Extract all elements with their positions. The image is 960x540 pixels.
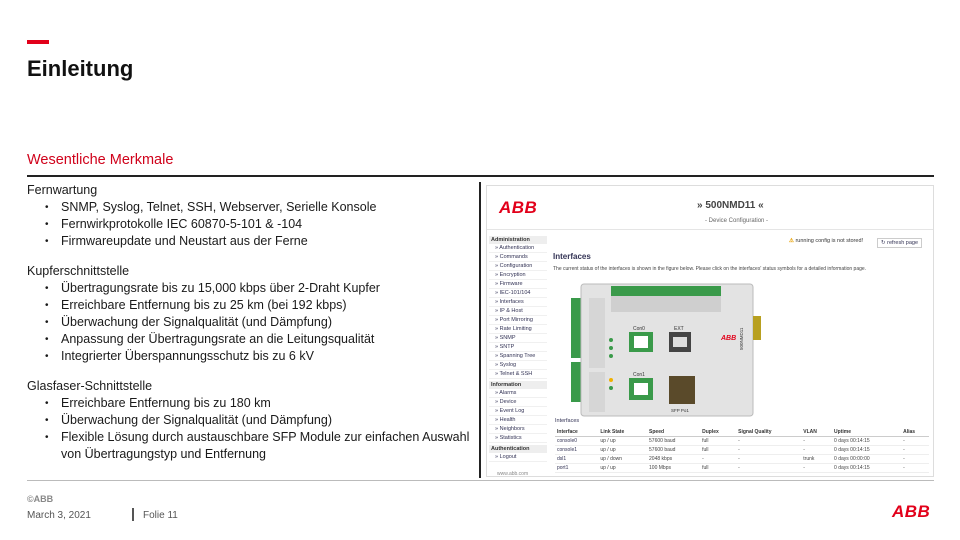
nav-item-device[interactable]: » Device xyxy=(489,398,547,407)
interfaces-table xyxy=(555,428,929,473)
col-vlan: VLAN xyxy=(801,428,832,437)
footer-copyright-logo: ©ABB xyxy=(27,494,54,504)
led-label-strip xyxy=(589,298,605,368)
table-cell: - xyxy=(736,455,801,464)
section-heading: Kupferschnittstelle xyxy=(27,264,130,278)
nav-item-snmp[interactable]: » SNMP xyxy=(489,334,547,343)
footer-rule xyxy=(27,480,934,481)
table-cell: full xyxy=(700,446,736,455)
table-row xyxy=(555,464,929,473)
table-cell: 57600 baud xyxy=(647,446,700,455)
table-cell: full xyxy=(700,437,736,446)
con1-label: Con1 xyxy=(633,372,645,378)
interfaces-description: The current status of the interfaces is shown in the figure below. Please click on the interfaces' status symbols for a detailed information page. xyxy=(553,266,867,272)
table-cell: 0 days 00:14:15 xyxy=(832,464,901,473)
table-cell: full xyxy=(700,464,736,473)
terminal-right xyxy=(753,316,761,340)
nav-group-authentication: Authentication xyxy=(489,445,547,453)
nav-item-interfaces[interactable]: » Interfaces xyxy=(489,298,547,307)
bullet-item: • Firmwareupdate und Neustart aus der Ferne xyxy=(43,233,472,250)
nav-item-firmware[interactable]: » Firmware xyxy=(489,280,547,289)
bullet-item: • Überwachung der Signalqualität (und Dämpfung) xyxy=(43,412,472,429)
device-model: 500NMD11 xyxy=(739,327,744,350)
table-cell: trunk xyxy=(801,455,832,464)
interfaces-table-title: Interfaces xyxy=(555,418,580,424)
status-led xyxy=(609,354,613,358)
ext-label: EXT xyxy=(674,326,684,332)
terminal-labels xyxy=(611,296,721,312)
bullet-item: • Anpassung der Übertragungsrate an die Leitungsqualität xyxy=(43,331,472,348)
device-brand: ABB xyxy=(721,335,737,342)
device-webui-screenshot xyxy=(486,185,934,477)
nav-item-health[interactable]: » Health xyxy=(489,416,547,425)
webui-url[interactable]: www.abb.com xyxy=(497,471,529,477)
table-cell: up / up xyxy=(598,446,647,455)
status-led xyxy=(609,386,613,390)
section-fernwartung xyxy=(27,182,472,250)
terminal-block-top xyxy=(611,286,721,296)
table-cell: 100 Mbps xyxy=(647,464,700,473)
col-alias: Alias xyxy=(901,428,929,437)
table-cell: 0 days 00:14:15 xyxy=(832,437,901,446)
table-cell: - xyxy=(801,446,832,455)
bullet-item: • Erreichbare Entfernung bis zu 25 km (bei 192 kbps) xyxy=(43,297,472,314)
interface-link[interactable]: port1 xyxy=(555,464,598,473)
table-row xyxy=(555,446,929,455)
nav-item-telnet-ssh[interactable]: » Telnet & SSH xyxy=(489,370,547,379)
slide-title: Einleitung xyxy=(27,56,134,81)
bullet-item: • Überwachung der Signalqualität (und Dämpfung) xyxy=(43,314,472,331)
section-glasfaser xyxy=(27,378,472,463)
nav-item-ip-host[interactable]: » IP & Host xyxy=(489,307,547,316)
footer-separator xyxy=(132,508,134,521)
interface-link[interactable]: console0 xyxy=(555,437,598,446)
table-cell: 57600 baud xyxy=(647,437,700,446)
bullet-item: • Erreichbare Entfernung bis zu 180 km xyxy=(43,395,472,412)
feature-list xyxy=(27,182,472,476)
slide-subtitle: Wesentliche Merkmale xyxy=(27,152,174,168)
nav-item-configuration[interactable]: » Configuration xyxy=(489,262,547,271)
col-speed: Speed xyxy=(647,428,700,437)
refresh-icon: ↻ xyxy=(881,240,886,246)
nav-item-alarms[interactable]: » Alarms xyxy=(489,389,547,398)
table-cell: - xyxy=(901,455,929,464)
con0-label: Con0 xyxy=(633,326,645,332)
nav-item-neighbors[interactable]: » Neighbors xyxy=(489,425,547,434)
status-led xyxy=(609,378,613,382)
bullet-item: • Übertragungsrate bis zu 15,000 kbps über 2-Draht Kupfer xyxy=(43,280,472,297)
col-signal-quality: Signal Quality xyxy=(736,428,801,437)
nav-item-commands[interactable]: » Commands xyxy=(489,253,547,262)
nav-item-spanning-tree[interactable]: » Spanning Tree xyxy=(489,352,547,361)
terminal-block-left-lower xyxy=(571,362,581,402)
nav-item-logout[interactable]: » Logout xyxy=(489,453,547,462)
section-heading: Fernwartung xyxy=(27,183,98,197)
nav-item-encryption[interactable]: » Encryption xyxy=(489,271,547,280)
nav-item-event-log[interactable]: » Event Log xyxy=(489,407,547,416)
table-cell: - xyxy=(736,446,801,455)
table-cell: 2048 kbps xyxy=(647,455,700,464)
webui-device-config: - Device Configuration - xyxy=(705,218,769,224)
accent-bar xyxy=(27,40,49,44)
interface-link[interactable]: console1 xyxy=(555,446,598,455)
con0-port-inner xyxy=(634,336,648,348)
col-uptime: Uptime xyxy=(832,428,901,437)
webui-abb-logo: ABB xyxy=(499,198,538,217)
interfaces-heading: Interfaces xyxy=(553,252,591,261)
table-cell: - xyxy=(736,464,801,473)
terminal-block-left xyxy=(571,298,581,358)
nav-item-authentication[interactable]: » Authentication xyxy=(489,244,547,253)
table-cell: - xyxy=(700,455,736,464)
nav-item-sntp[interactable]: » SNTP xyxy=(489,343,547,352)
bullet-item: • Integrierter Überspannungsschutz bis zu 6 kV xyxy=(43,348,472,365)
bullet-item: • Flexible Lösung durch austauschbare SFP Module zur einfachen Auswahl von Übertragungstyp und Entfernung xyxy=(43,429,472,463)
table-cell: - xyxy=(901,446,929,455)
sfp-port xyxy=(669,376,695,404)
status-led xyxy=(609,346,613,350)
nav-group-administration: Administration xyxy=(489,236,547,244)
col-interface: Interface xyxy=(555,428,598,437)
table-cell: up / up xyxy=(598,464,647,473)
bullet-item: • SNMP, Syslog, Telnet, SSH, Webserver, Serielle Konsole xyxy=(43,199,472,216)
table-cell: - xyxy=(901,437,929,446)
col-duplex: Duplex xyxy=(700,428,736,437)
table-cell: - xyxy=(801,437,832,446)
table-row xyxy=(555,455,929,464)
nav-item-syslog[interactable]: » Syslog xyxy=(489,361,547,370)
led-label-strip-lower xyxy=(589,372,605,412)
table-cell: - xyxy=(901,464,929,473)
sfp-label: SFP Po1 xyxy=(671,408,689,413)
nav-group-information: Information xyxy=(489,381,547,389)
header-rule xyxy=(27,175,934,177)
nav-item-rate-limiting[interactable]: » Rate Limiting xyxy=(489,325,547,334)
section-heading: Glasfaser-Schnittstelle xyxy=(27,379,153,393)
table-cell: up / up xyxy=(598,437,647,446)
footer-page-number: Folie 11 xyxy=(143,510,178,521)
nav-item-statistics[interactable]: » Statistics xyxy=(489,434,547,443)
ext-port-inner xyxy=(673,337,687,347)
abb-logo: ABB xyxy=(892,502,931,521)
table-cell: - xyxy=(801,464,832,473)
config-warning[interactable]: ⚠ running config is not stored! xyxy=(789,238,864,244)
table-cell: - xyxy=(736,437,801,446)
section-kupfer xyxy=(27,263,472,365)
table-cell: up / down xyxy=(598,455,647,464)
table-cell: 0 days 00:14:15 xyxy=(832,446,901,455)
bullet-item: • Fernwirkprotokolle IEC 60870-5-101 & -104 xyxy=(43,216,472,233)
webui-header xyxy=(487,186,933,230)
warning-icon: ⚠ xyxy=(789,238,794,244)
status-led xyxy=(609,338,613,342)
con1-port-inner xyxy=(634,383,648,395)
refresh-page-button[interactable]: ↻ refresh page xyxy=(877,238,922,248)
interface-link[interactable]: dsl1 xyxy=(555,455,598,464)
webui-device-name: » 500NMD11 « xyxy=(697,200,764,211)
table-cell: 0 days 00:00:00 xyxy=(832,455,901,464)
nav-item-port-mirroring[interactable]: » Port Mirroring xyxy=(489,316,547,325)
nav-item-iec[interactable]: » IEC-101/104 xyxy=(489,289,547,298)
col-link-state: Link State xyxy=(598,428,647,437)
footer-date: March 3, 2021 xyxy=(27,510,91,521)
device-illustration-icon[interactable] xyxy=(571,280,761,420)
webui-sidebar xyxy=(489,234,547,462)
table-row xyxy=(555,437,929,446)
content-divider xyxy=(479,182,481,478)
